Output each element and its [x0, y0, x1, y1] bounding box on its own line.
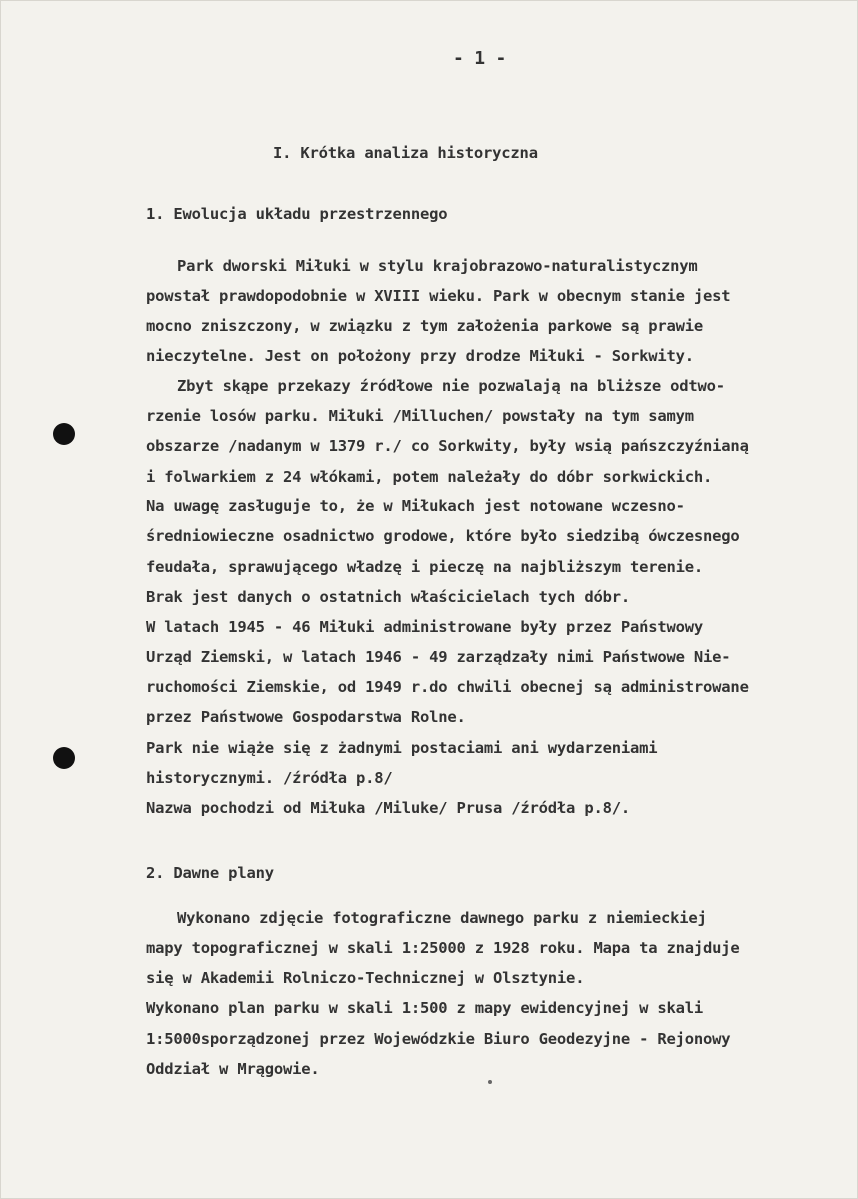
- ink-speck: [488, 1080, 492, 1084]
- section1-line: rzenie losów parku. Miłuki /Milluchen/ powstały na tym samym: [146, 407, 694, 425]
- punch-hole-bottom: [53, 747, 75, 769]
- section2-line: mapy topograficznej w skali 1:25000 z 1928 roku. Mapa ta znajduje: [146, 939, 740, 957]
- section1-line: Na uwagę zasługuje to, że w Miłukach jest notowane wczesno-: [146, 497, 685, 515]
- section1-line: powstał prawdopodobnie w XVIII wieku. Park w obecnym stanie jest: [146, 287, 731, 305]
- section1-line: W latach 1945 - 46 Miłuki administrowane były przez Państwowy: [146, 618, 704, 636]
- section2-line: się w Akademii Rolniczo-Technicznej w Olsztynie.: [146, 969, 585, 987]
- section1-title: 1. Ewolucja układu przestrzennego: [146, 205, 448, 223]
- section2-title: 2. Dawne plany: [146, 864, 274, 882]
- section1-line: Zbyt skąpe przekazy źródłowe nie pozwalają na bliższe odtwo-: [177, 377, 725, 395]
- punch-hole-top: [53, 423, 75, 445]
- section1-line: Brak jest danych o ostatnich właścicielach tych dóbr.: [146, 588, 630, 606]
- section2-line: Wykonano zdjęcie fotograficzne dawnego parku z niemieckiej: [177, 909, 707, 927]
- section1-line: mocno zniszczony, w związku z tym założenia parkowe są prawie: [146, 317, 704, 335]
- section1-line: feudała, sprawującego władzę i pieczę na najbliższym terenie.: [146, 558, 704, 576]
- section1-line: Park dworski Miłuki w stylu krajobrazowo-naturalistycznym: [177, 257, 698, 275]
- section1-line: przez Państwowe Gospodarstwa Rolne.: [146, 708, 466, 726]
- section1-line: nieczytelne. Jest on położony przy drodze Miłuki - Sorkwity.: [146, 347, 694, 365]
- document-heading: I. Krótka analiza historyczna: [273, 144, 538, 162]
- section1-line: i folwarkiem z 24 włókami, potem należały do dóbr sorkwickich.: [146, 468, 713, 486]
- section1-line: obszarze /nadanym w 1379 r./ co Sorkwity, były wsią pańszczyźnianą: [146, 437, 749, 455]
- section1-line: historycznymi. /źródła p.8/: [146, 769, 393, 787]
- page-number: - 1 -: [453, 48, 507, 69]
- section1-line: Park nie wiąże się z żadnymi postaciami ani wydarzeniami: [146, 739, 658, 757]
- section1-line: średniowieczne osadnictwo grodowe, które było siedzibą ówczesnego: [146, 527, 740, 545]
- section2-line: 1:5000sporządzonej przez Wojewódzkie Biuro Geodezyjne - Rejonowy: [146, 1030, 731, 1048]
- section2-line: Wykonano plan parku w skali 1:500 z mapy ewidencyjnej w skali: [146, 999, 704, 1017]
- section1-line: Nazwa pochodzi od Miłuka /Miluke/ Prusa /źródła p.8/.: [146, 799, 630, 817]
- section1-line: ruchomości Ziemskie, od 1949 r.do chwili obecnej są administrowane: [146, 678, 749, 696]
- section2-line: Oddział w Mrągowie.: [146, 1060, 320, 1078]
- section1-line: Urząd Ziemski, w latach 1946 - 49 zarządzały nimi Państwowe Nie-: [146, 648, 731, 666]
